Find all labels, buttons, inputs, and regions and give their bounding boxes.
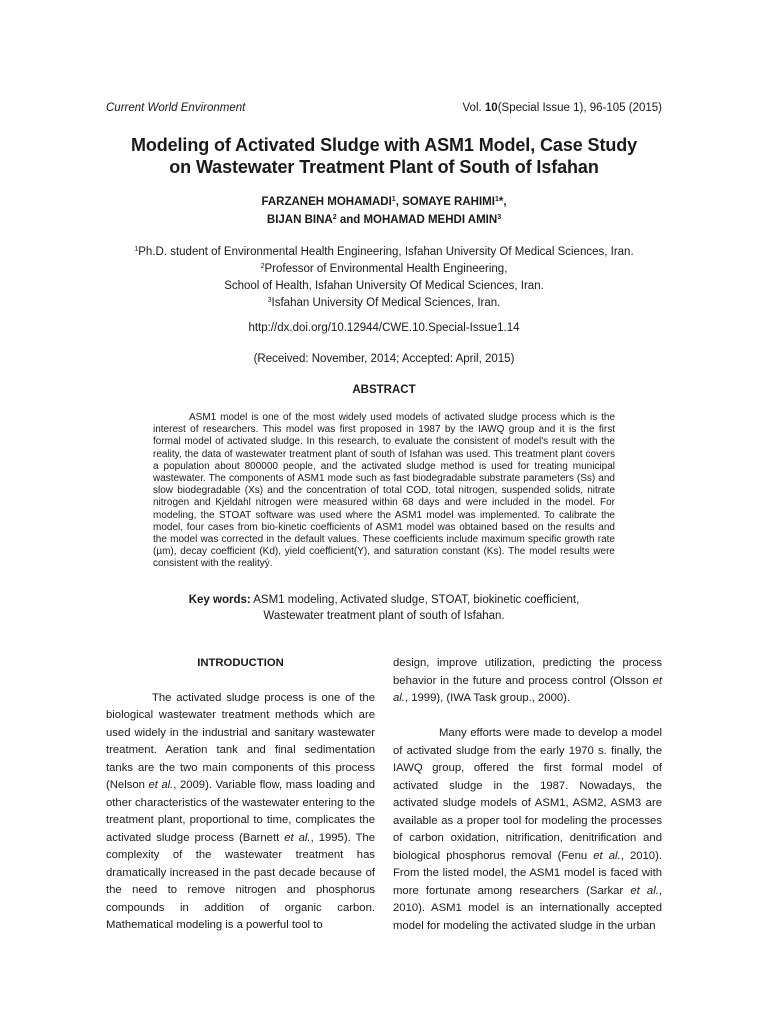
text-run-italic: et al. <box>284 831 311 844</box>
keywords-text: ASM1 modeling, Activated sludge, STOAT, biokinetic coefficient, <box>250 594 580 606</box>
column-right <box>393 655 662 935</box>
journal-name: Current World Environment <box>106 102 246 114</box>
keywords <box>140 592 628 624</box>
text-run: , 1995). The complexity of the wastewater treatment has dramatically increased in the past decade because of the need to remove nitrogen and phosphorus compounds in addition of organic carbon. Mathematical modeling is a powerful tool to <box>106 831 375 931</box>
vol-prefix: Vol. <box>462 102 485 114</box>
text-run: , 2010). From the listed model, the ASM1 model is faced with more fortunate among researchers (Sarkar <box>393 849 662 897</box>
text-run-italic: et al. <box>393 674 662 704</box>
text-run: Many efforts were made to develop a model of activated sludge from the early 1970 s. finally, the IAWQ group, offered the first formal model of activated sludge in the 1987. Nowadays, the activated sludge models of ASM1, ASM2, ASM3 are available as a proper tool for modeling the processes of carbon oxidation, nitrification, denitrification and biological phosphorus removal (Fenu <box>393 727 662 862</box>
vol-suffix: (Special Issue 1), 96-105 (2015) <box>497 102 662 114</box>
vol-number: 10 <box>484 102 498 114</box>
author-affil-mark: 1 <box>494 196 499 203</box>
affil-text: School of Health, Isfahan University Of Medical Sciences, Iran. <box>224 280 544 292</box>
author-affil-mark: 3 <box>497 214 502 221</box>
corresponding-mark: *, <box>498 196 507 208</box>
section-heading-introduction: INTRODUCTION <box>197 657 284 669</box>
body-paragraph <box>106 690 375 935</box>
title-line-2: on Wastewater Treatment Plant of South of Isfahan <box>169 157 599 177</box>
author-name: BIJAN BINA <box>266 214 333 226</box>
text-run: , 2009). Variable flow, mass loading and other characteristics of the wastewater entering to the treatment plant, proportional to time, complicates the activated sludge process (Barnett <box>106 779 375 844</box>
author-affil-mark: 2 <box>332 214 337 221</box>
abstract-body: ASM1 model is one of the most widely used models of activated sludge process which is the interest of researchers. This model was first proposed in 1987 by the IAWQ group and it is the first formal model of activated sludge. In this research, to evaluate the consistent of model's result with the reality, the data of wastewater treatment plant of south of Isfahan was used. This treatment plant covers a population about 800000 people, and the activated sludge method is used for treating municipal wastewater. The components of ASM1 mode such as fast biodegradable substrate parameters (Ss) and slow biodegradable (Xs) and the concentration of total COD, total nitrogen, suspended solids, nitrate nitrogen and Kjeldahl nitrogen were measured within 68 days and were included in the model. For modeling, the STOAT software was used where the ASM1 model was implemented. To calibrate the model, four cases from bio-kinetic coefficients of ASM1 model was obtained based on the results and the model was corrected in the default values. These coefficients include maximum specific growth rate (µm), decay coefficient (Kd), yield coefficient(Y), and saturation constant (Ks). The model results were consistent with the realityý. <box>153 412 615 570</box>
volume-info <box>463 100 662 116</box>
text-run-italic: et al. <box>593 849 621 862</box>
doi-link[interactable]: http://dx.doi.org/10.12944/CWE.10.Special-Issue1.14 <box>248 322 520 334</box>
affiliation-line <box>110 261 658 278</box>
running-header <box>106 100 662 116</box>
title-line-1: Modeling of Activated Sludge with ASM1 Model, Case Study <box>130 135 638 155</box>
affil-number: 1 <box>134 246 139 253</box>
text-run-italic: et al. <box>630 884 659 897</box>
author-name: , SOMAYE RAHIMI <box>395 196 495 208</box>
authors-line-1 <box>120 193 648 211</box>
body-paragraph <box>393 655 662 708</box>
authors-line-2 <box>120 211 648 229</box>
affiliations <box>110 244 658 312</box>
author-list <box>120 193 648 229</box>
text-run: , 2010). ASM1 model is an internationally accepted model for modeling the activated sludge in the urban <box>393 884 662 932</box>
paper-title <box>90 134 678 178</box>
text-run: , 1999), (IWA Task group., 2000). <box>404 692 571 704</box>
text-run: The activated sludge process is one of the biological wastewater treatment methods which are used widely in the industrial and sanitary wastewater treatment. Aeration tank and final sedimentation tanks are the two main components of this process (Nelson <box>106 691 375 791</box>
author-name: FARZANEH MOHAMADI <box>261 196 392 208</box>
affiliation-line <box>110 244 658 261</box>
author-name: and MOHAMAD MEHDI AMIN <box>336 214 498 226</box>
affil-number: 2 <box>260 263 265 270</box>
affiliation-line <box>110 278 658 295</box>
received-dates: (Received: November, 2014; Accepted: April, 2015) <box>253 353 515 365</box>
text-run-italic: et al. <box>148 779 174 791</box>
keywords-line-1 <box>140 592 628 608</box>
affil-text: Professor of Environmental Health Engineering, <box>264 263 508 275</box>
body-paragraph <box>393 725 662 935</box>
keywords-line-2: Wastewater treatment plant of south of Isfahan. <box>263 610 505 622</box>
keywords-label: Key words: <box>188 594 251 606</box>
text-run: design, improve utilization, predicting the process behavior in the future and process control (Olsson <box>393 657 662 687</box>
affil-number: 3 <box>267 297 272 304</box>
affiliation-line <box>110 295 658 312</box>
affil-text: Isfahan University Of Medical Sciences, Iran. <box>271 297 501 309</box>
abstract-heading: ABSTRACT <box>352 384 416 396</box>
author-affil-mark: 1 <box>391 196 396 203</box>
affil-text: Ph.D. student of Environmental Health Engineering, Isfahan University Of Medical Sciences, Iran. <box>138 246 634 258</box>
column-left <box>106 655 375 935</box>
